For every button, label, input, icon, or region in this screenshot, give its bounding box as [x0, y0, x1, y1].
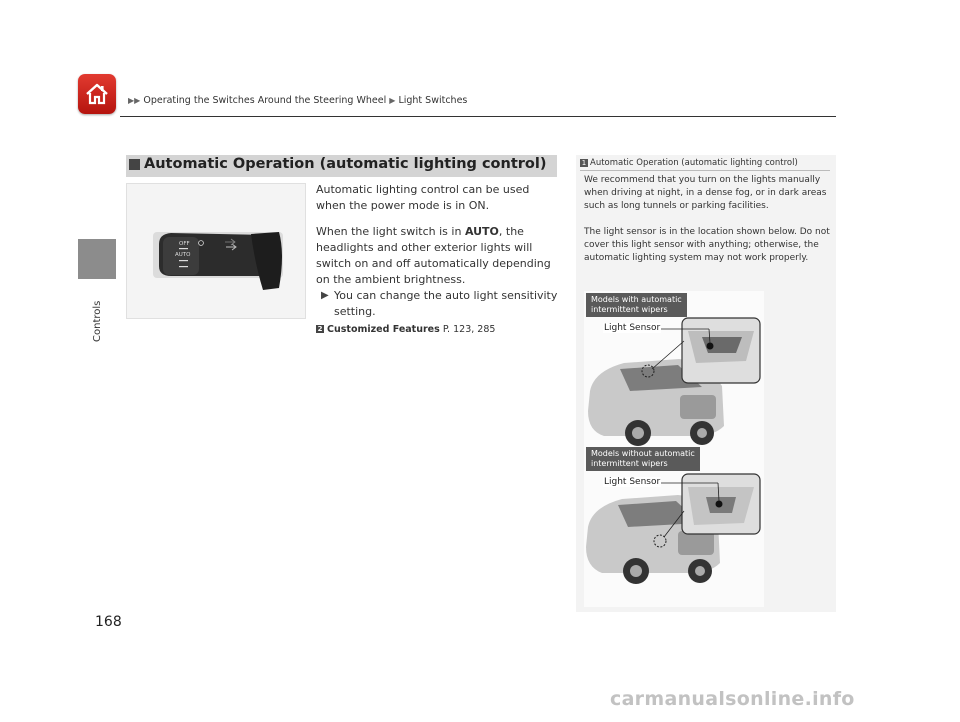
xref-label: Customized Features — [327, 324, 440, 335]
light-switch-illustration — [126, 183, 306, 319]
chevron-right-icon: ▶▶ — [128, 96, 141, 105]
switch-label-auto: AUTO — [175, 252, 191, 258]
note-divider — [580, 170, 830, 171]
breadcrumb-link-page[interactable]: Light Switches — [398, 95, 468, 106]
body-text — [316, 182, 561, 338]
section-title: Automatic Operation (automatic lighting control) — [144, 156, 547, 172]
header-divider — [120, 116, 836, 117]
section-heading — [126, 155, 557, 177]
note-paragraph-recommend: We recommend that you turn on the lights manually when driving at night, in a dense fog, or in dark areas such as long tunnels or parking facilities. — [584, 175, 827, 211]
bullet-sensitivity: ▶ You can change the auto light sensitivity setting. — [321, 289, 558, 318]
note-text — [584, 174, 830, 278]
section-square-icon — [129, 159, 140, 170]
note-paragraph-sensor: The light sensor is in the location shown below. Do not cover this light sensor with anything; otherwise, the automatic lighting system may not work properly. — [584, 227, 830, 263]
page-number: 168 — [95, 614, 122, 630]
note-marker-icon: 1 — [581, 159, 587, 167]
paragraph-auto-setting: When the light switch is in AUTO, the headlights and other exterior lights will switch on and off automatically depending on the ambient brightness. — [316, 225, 551, 286]
auto-keyword: AUTO — [464, 225, 499, 238]
chapter-tab-marker — [78, 239, 116, 279]
xref-pages: P. 123, 285 — [442, 324, 496, 335]
home-button[interactable] — [78, 74, 116, 114]
paragraph-power-mode: Automatic lighting control can be used when the power mode is in ON. — [316, 183, 530, 212]
note-title: 1 Automatic Operation (automatic lighting control) — [581, 158, 798, 168]
light-sensor-label-bottom: Light Sensor — [604, 477, 661, 487]
breadcrumb — [128, 95, 467, 106]
home-icon — [84, 81, 110, 107]
chapter-tab[interactable] — [86, 294, 106, 344]
models-without-wipers-tag: Models without automatic intermittent wipers — [586, 447, 700, 471]
watermark: carmanualsonline.info — [610, 688, 855, 710]
chevron-right-icon: ▶ — [389, 96, 396, 105]
triangle-bullet-icon: ▶ — [321, 290, 329, 301]
light-sensor-label-top: Light Sensor — [604, 323, 661, 333]
light-sensor-figure — [584, 291, 764, 607]
reference-icon: 2 — [317, 325, 323, 333]
chapter-tab-label: Controls — [92, 300, 103, 342]
switch-label-off: OFF — [179, 241, 190, 247]
breadcrumb-link-section[interactable]: Operating the Switches Around the Steering Wheel — [143, 95, 387, 106]
models-with-wipers-tag: Models with automatic intermittent wipers — [586, 293, 687, 317]
cross-reference-link[interactable] — [316, 322, 561, 338]
